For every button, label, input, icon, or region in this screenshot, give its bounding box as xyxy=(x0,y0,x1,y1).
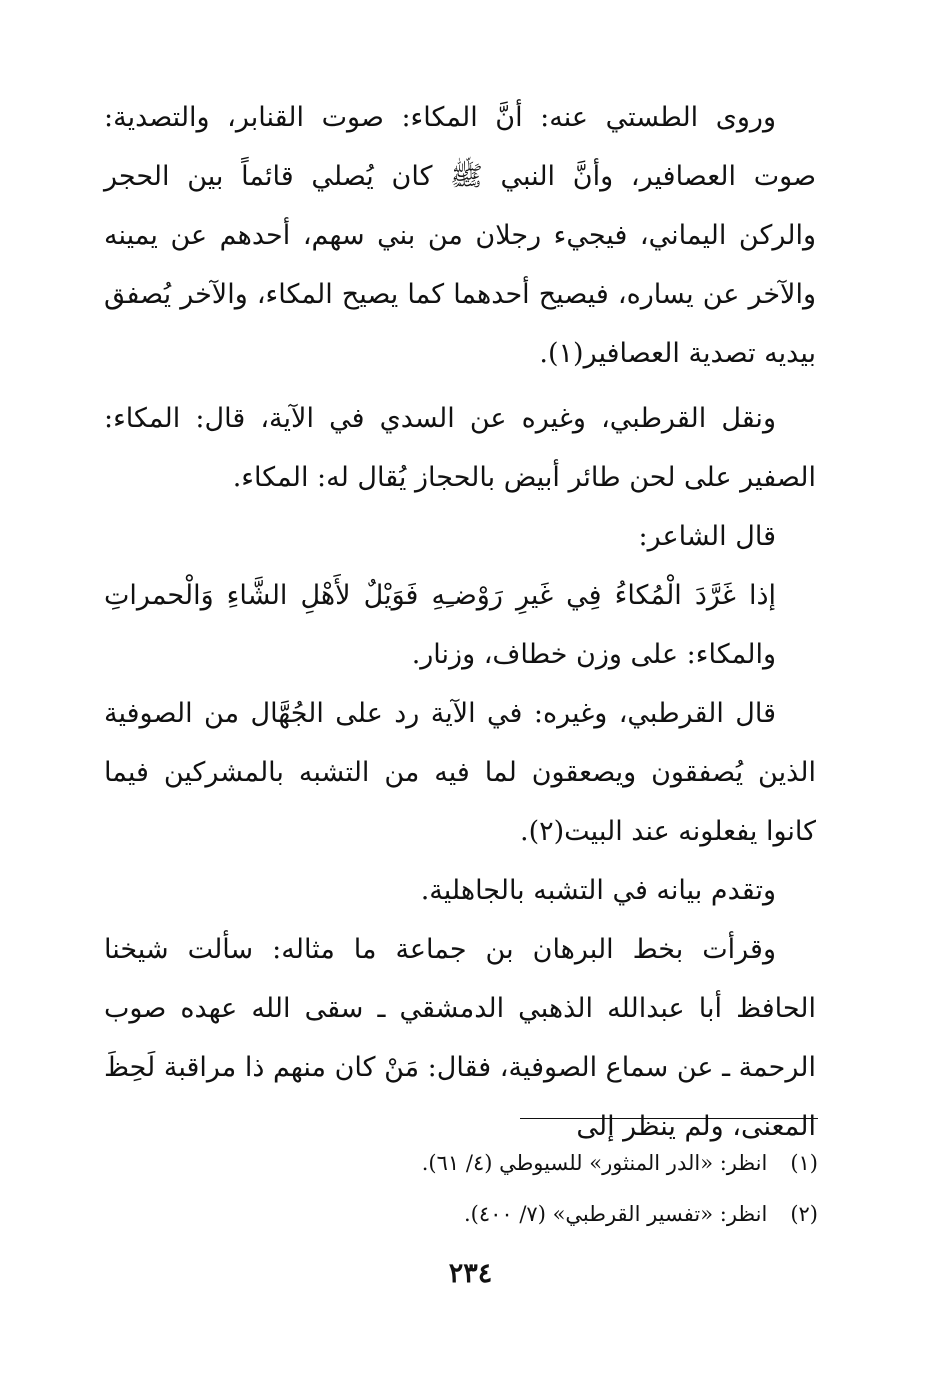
footnote-1 xyxy=(300,1138,818,1189)
poetry-verse: إذا غَرَّدَ الْمُكاءُ فِي غَيرِ رَوْضـِهِ فَوَيْلٌ لأَهْلِ الشَّاءِ وَالْحمراتِ xyxy=(104,580,776,611)
paragraph-makaa-pattern: والمكاء: على وزن خطاف، وزنار. xyxy=(411,639,776,670)
page-number: ٢٣٤ xyxy=(448,1258,493,1289)
footnote-text: انظر: «الدر المنثور» للسيوطي (٤/ ٦١). xyxy=(421,1151,768,1175)
paragraph-tasti: وروى الطستي عنه: أنَّ المكاء: صوت القنابر، والتصدية: صوت العصافير، وأنَّ النبي ﷺ كان يُصلي قائماً بين الحجر والركن اليماني، فيجيء رجلان من بني سهم، أحدهم عن يمينه والآخر عن يساره، فيصيح أحدهما كما يصيح المكاء، والآخر يُصفق بيديه تصدية العصافير(١). xyxy=(104,102,816,369)
footnote-number: (١) xyxy=(790,1151,818,1175)
main-text xyxy=(104,88,816,1156)
footnote-separator xyxy=(520,1118,818,1119)
paragraph-qurtubi-sadi: ونقل القرطبي، وغيره عن السدي في الآية، قال: المكاء: الصفير على لحن طائر أبيض بالحجاز يُقال له: المكاء. xyxy=(104,403,816,493)
footnotes xyxy=(300,1138,818,1240)
poet-intro: قال الشاعر: xyxy=(638,521,776,552)
paragraph-ibn-jamaa: وقرأت بخط البرهان بن جماعة ما مثاله: سألت شيخنا الحافظ أبا عبدالله الذهبي الدمشقي ـ سقى الله عهده صوب الرحمة ـ عن سماع الصوفية، فقال: مَنْ كان منهم ذا مراقبة لَحِظَ المعنى، ولم ينظر إلى xyxy=(104,934,816,1142)
footnote-text: انظر: «تفسير القرطبي» (٧/ ٤٠٠). xyxy=(463,1202,768,1226)
paragraph-jahiliyya: وتقدم بيانه في التشبه بالجاهلية. xyxy=(420,875,776,906)
footnote-2 xyxy=(300,1189,818,1240)
footnote-number: (٢) xyxy=(790,1202,818,1226)
paragraph-qurtubi-sufis: قال القرطبي، وغيره: في الآية رد على الجُهَّال من الصوفية الذين يُصفقون ويصعقون لما فيه من التشبه بالمشركين فيما كانوا يفعلونه عند البيت(٢). xyxy=(104,698,816,847)
